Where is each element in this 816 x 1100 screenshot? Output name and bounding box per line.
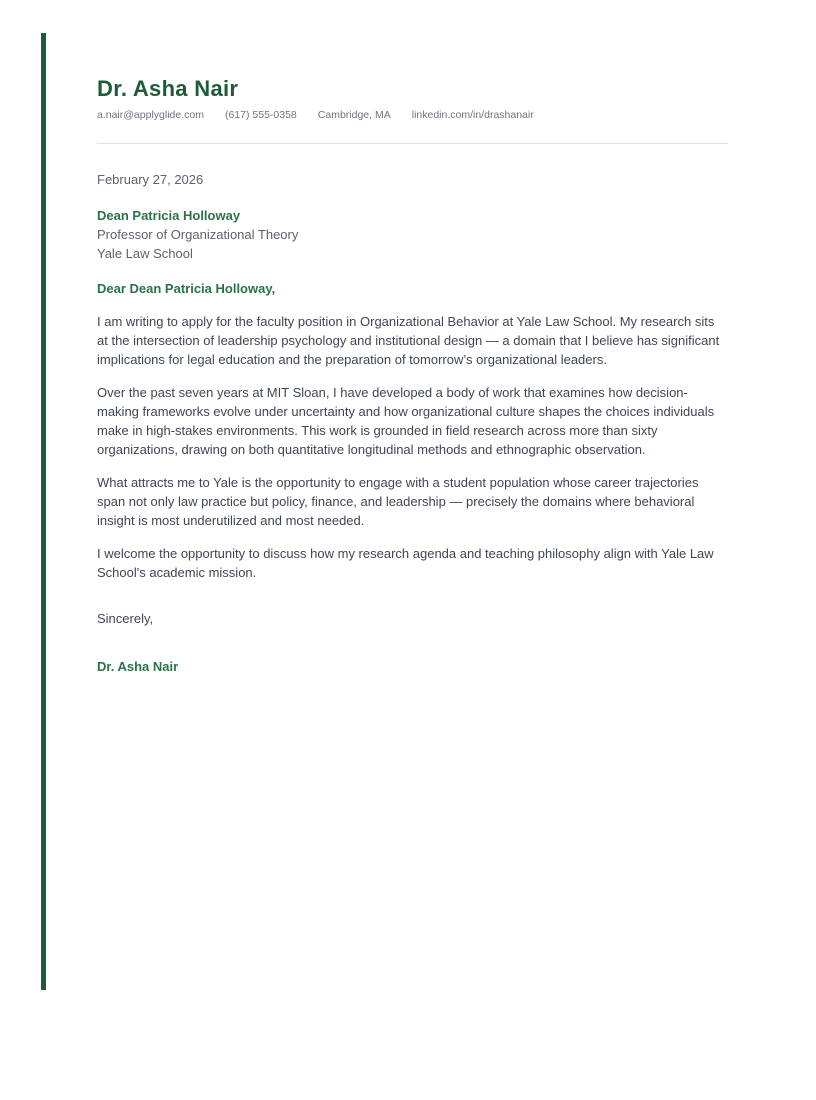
contact-info xyxy=(97,109,728,122)
body-paragraph-1: I am writing to apply for the faculty position in Organizational Behavior at Yale Law School. My research sits at the intersection of leadership psychology and institutional design — a domain that I believe has significant implications for legal education and the preparation of tomorrow’s organizational leaders. xyxy=(97,314,720,367)
signature-name: Dr. Asha Nair xyxy=(97,659,179,674)
letter-date: February 27, 2026 xyxy=(97,172,204,187)
closing: Sincerely, xyxy=(97,611,154,626)
contact-email: a.nair@applyglide.com xyxy=(97,109,204,121)
body-paragraph-4: I welcome the opportunity to discuss how my research agenda and teaching philosophy align with Yale Law School's academic mission. xyxy=(97,546,714,580)
recipient-organization: Yale Law School xyxy=(97,246,193,261)
accent-bar xyxy=(41,33,46,990)
recipient-block xyxy=(97,206,728,263)
contact-phone: (617) 555-0358 xyxy=(224,109,297,121)
contact-location: Cambridge, MA xyxy=(317,109,391,121)
recipient-title: Professor of Organizational Theory xyxy=(97,227,299,242)
contact-linkedin: linkedin.com/in/drashanair xyxy=(411,109,534,121)
sender-name-title: Dr. Asha Nair xyxy=(97,76,239,101)
body-paragraph-2: Over the past seven years at MIT Sloan, I have developed a body of work that examines how decision-making frameworks evolve under uncertainty and how organizational culture shapes the choices individuals make in high-stakes environments. This work is grounded in field research across more than sixty organizations, drawing on both quantitative longitudinal methods and ethnographic observation. xyxy=(97,385,715,457)
recipient-name: Dean Patricia Holloway xyxy=(97,208,241,223)
salutation: Dear Dean Patricia Holloway, xyxy=(97,281,276,296)
body-paragraph-3: What attracts me to Yale is the opportunity to engage with a student population whose career trajectories span not only law practice but policy, finance, and leadership — precisely the domains where behavioral insight is most underutilized and most needed. xyxy=(97,475,699,528)
letter-document xyxy=(97,0,728,676)
header-divider xyxy=(97,143,728,144)
